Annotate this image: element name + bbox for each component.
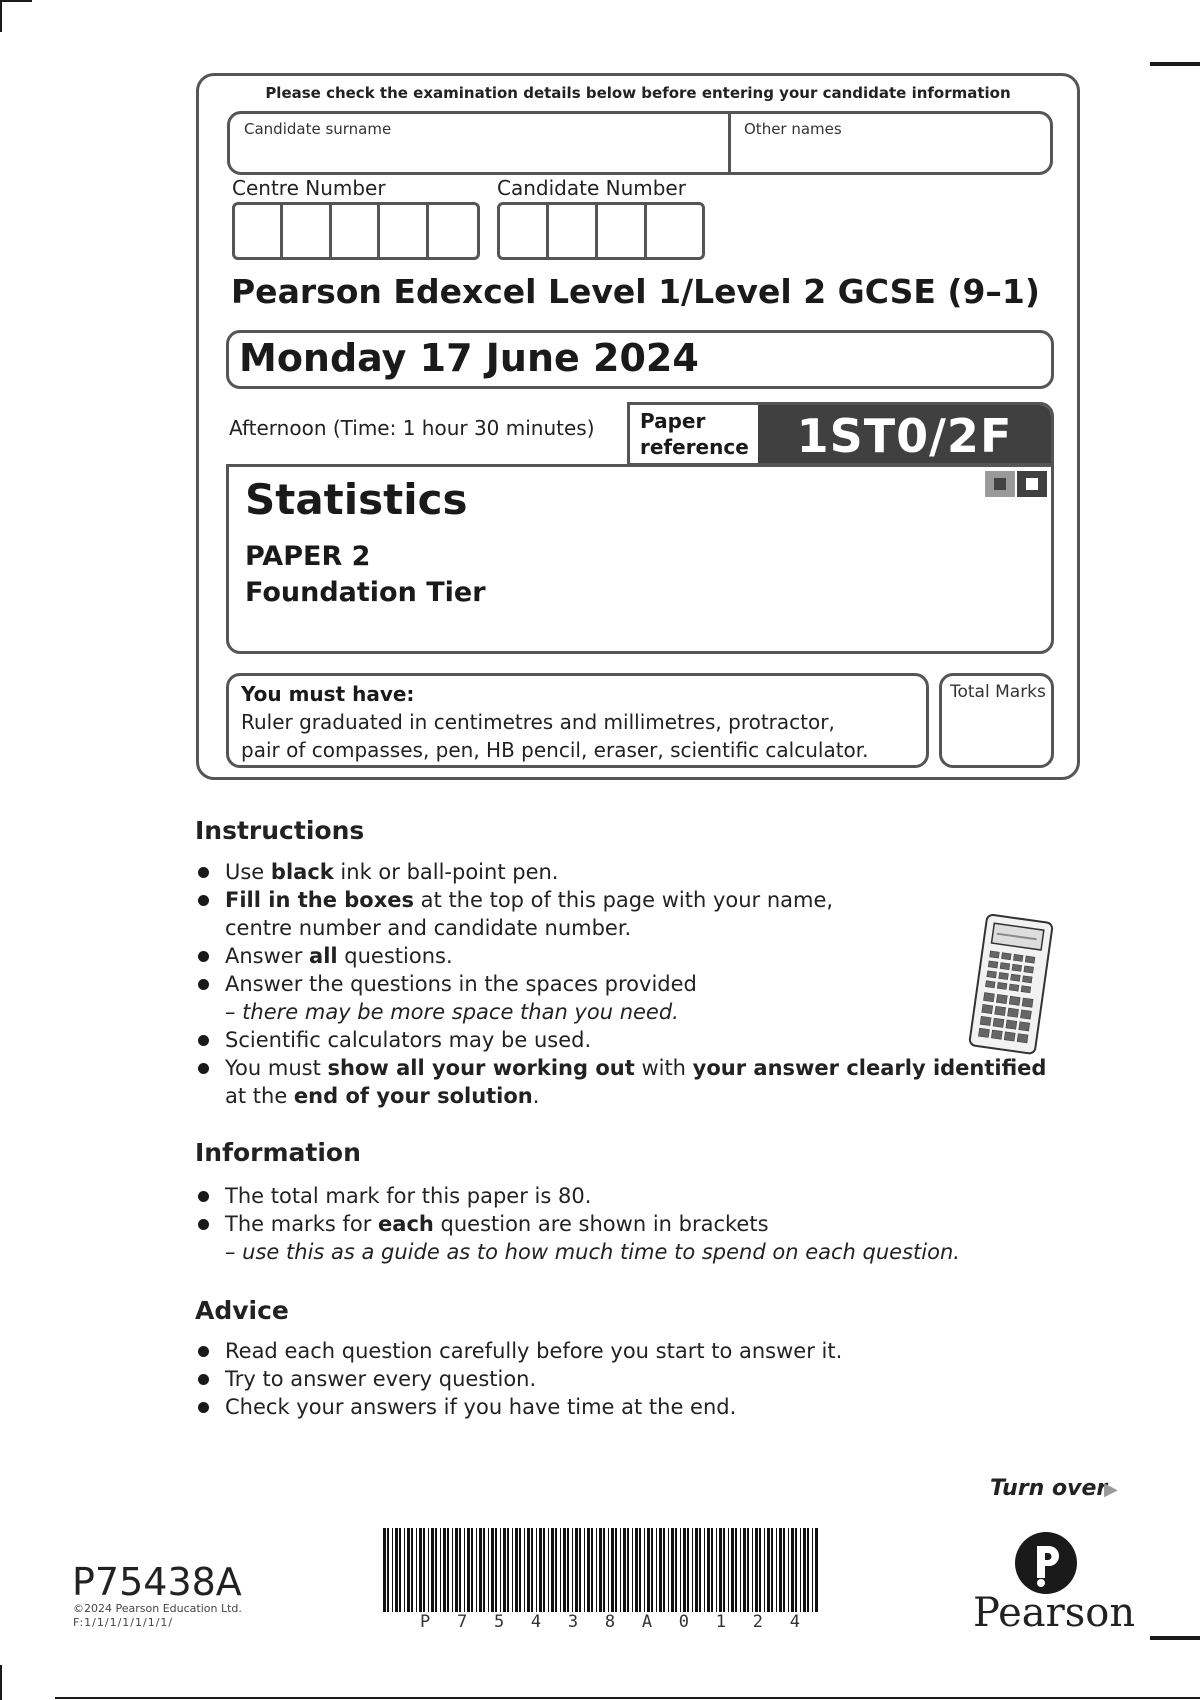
barcode-bar bbox=[644, 1528, 645, 1612]
barcode-bar bbox=[447, 1528, 449, 1612]
barcode-bar bbox=[695, 1528, 698, 1612]
barcode-bar bbox=[515, 1528, 518, 1612]
centre-number-cell[interactable] bbox=[283, 205, 331, 257]
list-item: You must show all your working out with your answer clearly identified at the end of your solution. bbox=[195, 1054, 1095, 1110]
paper-code: P75438A bbox=[72, 1560, 242, 1604]
centre-number-cell[interactable] bbox=[235, 205, 283, 257]
tier-label: Foundation Tier bbox=[245, 577, 486, 608]
barcode-bar bbox=[399, 1528, 401, 1612]
session-time: Afternoon (Time: 1 hour 30 minutes) bbox=[229, 416, 595, 440]
list-item: Check your answers if you have time at the end. bbox=[195, 1393, 1095, 1421]
barcode-bar bbox=[615, 1528, 617, 1612]
barcode-digit: 5 bbox=[493, 1612, 505, 1632]
barcode-bar bbox=[467, 1528, 470, 1612]
barcode-bar bbox=[584, 1528, 585, 1612]
barcode-bar bbox=[687, 1528, 689, 1612]
barcode-bar bbox=[395, 1528, 398, 1612]
exam-date: Monday 17 June 2024 bbox=[239, 336, 699, 380]
barcode-bar bbox=[536, 1528, 537, 1612]
list-item: Scientific calculators may be used. bbox=[195, 1026, 1095, 1054]
barcode-bar bbox=[452, 1528, 453, 1612]
barcode-bar bbox=[488, 1528, 489, 1612]
barcode-bar bbox=[392, 1528, 393, 1612]
turn-over-label: Turn over bbox=[990, 1476, 1108, 1501]
subject-box bbox=[226, 464, 1054, 654]
barcode-bar bbox=[795, 1528, 797, 1612]
barcode-bar bbox=[719, 1528, 722, 1612]
barcode-bar bbox=[807, 1528, 809, 1612]
barcode-bar bbox=[791, 1528, 794, 1612]
barcode-bar bbox=[476, 1528, 477, 1612]
barcode-bar bbox=[803, 1528, 806, 1612]
candidate-number-cell[interactable] bbox=[647, 205, 696, 257]
crop-mark-top-right bbox=[1150, 62, 1200, 66]
barcode-bar bbox=[512, 1528, 513, 1612]
barcode-bar bbox=[779, 1528, 782, 1612]
barcode-bar bbox=[623, 1528, 626, 1612]
barcode-bar bbox=[596, 1528, 597, 1612]
print-code: F:1/1/1/1/1/1/1/ bbox=[73, 1616, 174, 1629]
triangle-right-icon: ▶ bbox=[1104, 1479, 1118, 1500]
total-marks-label: Total Marks bbox=[950, 682, 1046, 702]
barcode-bar bbox=[555, 1528, 557, 1612]
barcode-bar bbox=[416, 1528, 417, 1612]
barcode-bar bbox=[675, 1528, 677, 1612]
barcode-bar bbox=[419, 1528, 422, 1612]
list-item: Read each question carefully before you start to answer it. bbox=[195, 1337, 1095, 1365]
centre-number-cell[interactable] bbox=[380, 205, 428, 257]
paper-reference-label-line2: reference bbox=[640, 435, 749, 459]
barcode-bar bbox=[423, 1528, 425, 1612]
must-have-box bbox=[226, 673, 929, 768]
barcode-bar bbox=[503, 1528, 506, 1612]
barcode-bar bbox=[524, 1528, 525, 1612]
barcode-bar bbox=[611, 1528, 614, 1612]
barcode-bar bbox=[407, 1528, 410, 1612]
candidate-surname-label: Candidate surname bbox=[244, 120, 392, 138]
list-item: The marks for each question are shown in brackets – use this as a guide as to how much time to spend on each question. bbox=[195, 1210, 1095, 1266]
barcode-bar bbox=[707, 1528, 710, 1612]
barcode-digit: 8 bbox=[604, 1612, 616, 1632]
information-heading: Information bbox=[195, 1138, 361, 1167]
barcode-bar bbox=[575, 1528, 578, 1612]
tier-marker-square-icon bbox=[1017, 471, 1047, 497]
paper-reference-code: 1ST0/2F bbox=[758, 405, 1051, 463]
barcode-bar bbox=[500, 1528, 501, 1612]
barcode-bar bbox=[591, 1528, 593, 1612]
candidate-number-cell[interactable] bbox=[500, 205, 549, 257]
crop-mark-top-left-h bbox=[0, 0, 32, 2]
barcode-bar bbox=[519, 1528, 521, 1612]
crop-mark-bottom-left-v bbox=[0, 1665, 2, 1700]
barcode-bar bbox=[767, 1528, 770, 1612]
barcode-bar bbox=[771, 1528, 773, 1612]
barcode-bar bbox=[731, 1528, 734, 1612]
barcode-bar bbox=[651, 1528, 653, 1612]
barcode-bar bbox=[755, 1528, 758, 1612]
crop-mark-top-left-v bbox=[0, 0, 2, 32]
barcode-bar bbox=[635, 1528, 638, 1612]
barcode-bar bbox=[443, 1528, 446, 1612]
copyright: ©2024 Pearson Education Ltd. bbox=[73, 1602, 242, 1615]
list-item: Fill in the boxes at the top of this page with your name, centre number and candidate number. bbox=[195, 886, 1095, 942]
advice-heading: Advice bbox=[195, 1296, 289, 1325]
barcode-bar bbox=[639, 1528, 641, 1612]
candidate-number-boxes[interactable] bbox=[497, 202, 705, 260]
barcode-bar bbox=[527, 1528, 530, 1612]
barcode-digit: 0 bbox=[678, 1612, 690, 1632]
barcode-bar bbox=[747, 1528, 749, 1612]
candidate-number-label: Candidate Number bbox=[497, 176, 686, 200]
barcode-bar bbox=[776, 1528, 777, 1612]
pearson-wordmark: Pearson bbox=[973, 1590, 1136, 1636]
total-marks-box[interactable] bbox=[939, 673, 1054, 768]
exam-date-box bbox=[226, 330, 1054, 389]
candidate-details-frame bbox=[196, 73, 1080, 780]
barcode-bar bbox=[752, 1528, 753, 1612]
barcode-bar bbox=[627, 1528, 629, 1612]
name-divider bbox=[728, 114, 731, 172]
list-item: Answer the questions in the spaces provided – there may be more space than you need. bbox=[195, 970, 1095, 1026]
list-item: The total mark for this paper is 80. bbox=[195, 1182, 1095, 1210]
barcode-bar bbox=[728, 1528, 729, 1612]
barcode-bar bbox=[507, 1528, 509, 1612]
information-list bbox=[195, 1182, 1095, 1266]
barcode-digit: 4 bbox=[530, 1612, 542, 1632]
barcode-bar bbox=[723, 1528, 725, 1612]
barcode-bar bbox=[740, 1528, 741, 1612]
barcode-bar bbox=[692, 1528, 693, 1612]
barcode-digit: 4 bbox=[789, 1612, 800, 1632]
barcode-bar bbox=[435, 1528, 437, 1612]
barcode-digit: 2 bbox=[752, 1612, 763, 1632]
barcode-bar bbox=[560, 1528, 561, 1612]
list-item: Answer all questions. bbox=[195, 942, 1095, 970]
barcode-bar bbox=[543, 1528, 545, 1612]
centre-number-cell[interactable] bbox=[429, 205, 477, 257]
list-item: Try to answer every question. bbox=[195, 1365, 1095, 1393]
centre-number-label: Centre Number bbox=[232, 176, 386, 200]
barcode-bar bbox=[455, 1528, 458, 1612]
barcode-bar bbox=[383, 1528, 386, 1612]
qualification-title: Pearson Edexcel Level 1/Level 2 GCSE (9–1) bbox=[231, 272, 1040, 311]
barcode-bar bbox=[539, 1528, 542, 1612]
barcode-bar bbox=[551, 1528, 554, 1612]
barcode-bar bbox=[587, 1528, 590, 1612]
other-names-label: Other names bbox=[744, 120, 842, 138]
check-note: Please check the examination details below before entering your candidate information bbox=[265, 84, 1011, 102]
candidate-number-cell[interactable] bbox=[549, 205, 598, 257]
barcode-digit: 1 bbox=[715, 1612, 726, 1632]
barcode-bar bbox=[656, 1528, 657, 1612]
list-item: Use black ink or ball-point pen. bbox=[195, 858, 1095, 886]
barcode bbox=[383, 1528, 819, 1612]
barcode-bar bbox=[464, 1528, 465, 1612]
barcode-bar bbox=[815, 1528, 818, 1612]
barcode-bar bbox=[483, 1528, 485, 1612]
barcode-bar bbox=[711, 1528, 713, 1612]
barcode-bar bbox=[743, 1528, 746, 1612]
must-have-line: pair of compasses, pen, HB pencil, eraser, scientific calculator. bbox=[241, 738, 869, 762]
barcode-bar bbox=[699, 1528, 701, 1612]
advice-list bbox=[195, 1337, 1095, 1421]
paper-reference-label-line1: Paper bbox=[640, 409, 706, 433]
barcode-bar bbox=[716, 1528, 717, 1612]
barcode-bar bbox=[663, 1528, 665, 1612]
barcode-bar bbox=[599, 1528, 602, 1612]
barcode-bar bbox=[440, 1528, 441, 1612]
barcode-bar bbox=[783, 1528, 785, 1612]
barcode-bar bbox=[531, 1528, 533, 1612]
calculator-icon bbox=[960, 912, 1060, 1057]
barcode-bar bbox=[735, 1528, 737, 1612]
barcode-bar bbox=[759, 1528, 761, 1612]
bottom-rule bbox=[55, 1697, 1200, 1699]
crop-mark-bottom-right bbox=[1150, 1636, 1200, 1640]
centre-number-boxes[interactable] bbox=[232, 202, 480, 260]
barcode-digits bbox=[420, 1612, 800, 1632]
pearson-logo-icon bbox=[1013, 1530, 1079, 1596]
barcode-bar bbox=[579, 1528, 581, 1612]
barcode-digit: A bbox=[641, 1612, 653, 1632]
paper-reference-box bbox=[627, 402, 1054, 466]
barcode-bar bbox=[479, 1528, 482, 1612]
barcode-bar bbox=[608, 1528, 609, 1612]
paper-number: PAPER 2 bbox=[245, 541, 371, 572]
instructions-heading: Instructions bbox=[195, 816, 365, 845]
tier-marker-square-icon bbox=[985, 471, 1015, 497]
paper-reference-label bbox=[630, 405, 758, 463]
barcode-bar bbox=[704, 1528, 705, 1612]
barcode-bar bbox=[411, 1528, 413, 1612]
barcode-bar bbox=[471, 1528, 473, 1612]
candidate-name-box[interactable] bbox=[227, 111, 1053, 175]
barcode-bar bbox=[812, 1528, 813, 1612]
barcode-bar bbox=[431, 1528, 434, 1612]
barcode-bar bbox=[572, 1528, 573, 1612]
must-have-title: You must have: bbox=[241, 682, 415, 706]
candidate-number-cell[interactable] bbox=[598, 205, 647, 257]
barcode-bar bbox=[563, 1528, 566, 1612]
barcode-bar bbox=[683, 1528, 686, 1612]
barcode-bar bbox=[495, 1528, 497, 1612]
barcode-bar bbox=[387, 1528, 389, 1612]
barcode-digit: 3 bbox=[567, 1612, 579, 1632]
barcode-bar bbox=[459, 1528, 461, 1612]
barcode-bar bbox=[680, 1528, 681, 1612]
barcode-bar bbox=[404, 1528, 405, 1612]
must-have-line: Ruler graduated in centimetres and millimetres, protractor, bbox=[241, 710, 835, 734]
barcode-bar bbox=[548, 1528, 549, 1612]
barcode-bar bbox=[788, 1528, 789, 1612]
barcode-bar bbox=[659, 1528, 662, 1612]
barcode-bar bbox=[603, 1528, 605, 1612]
barcode-bar bbox=[632, 1528, 633, 1612]
barcode-bar bbox=[428, 1528, 429, 1612]
barcode-bar bbox=[764, 1528, 765, 1612]
barcode-bar bbox=[800, 1528, 801, 1612]
centre-number-cell[interactable] bbox=[332, 205, 380, 257]
barcode-bar bbox=[567, 1528, 569, 1612]
barcode-digit: P bbox=[420, 1612, 431, 1632]
subject-title: Statistics bbox=[245, 475, 468, 524]
barcode-digit: 7 bbox=[456, 1612, 468, 1632]
barcode-bar bbox=[671, 1528, 674, 1612]
barcode-bar bbox=[491, 1528, 494, 1612]
barcode-bar bbox=[620, 1528, 621, 1612]
barcode-bar bbox=[647, 1528, 650, 1612]
barcode-bar bbox=[668, 1528, 669, 1612]
